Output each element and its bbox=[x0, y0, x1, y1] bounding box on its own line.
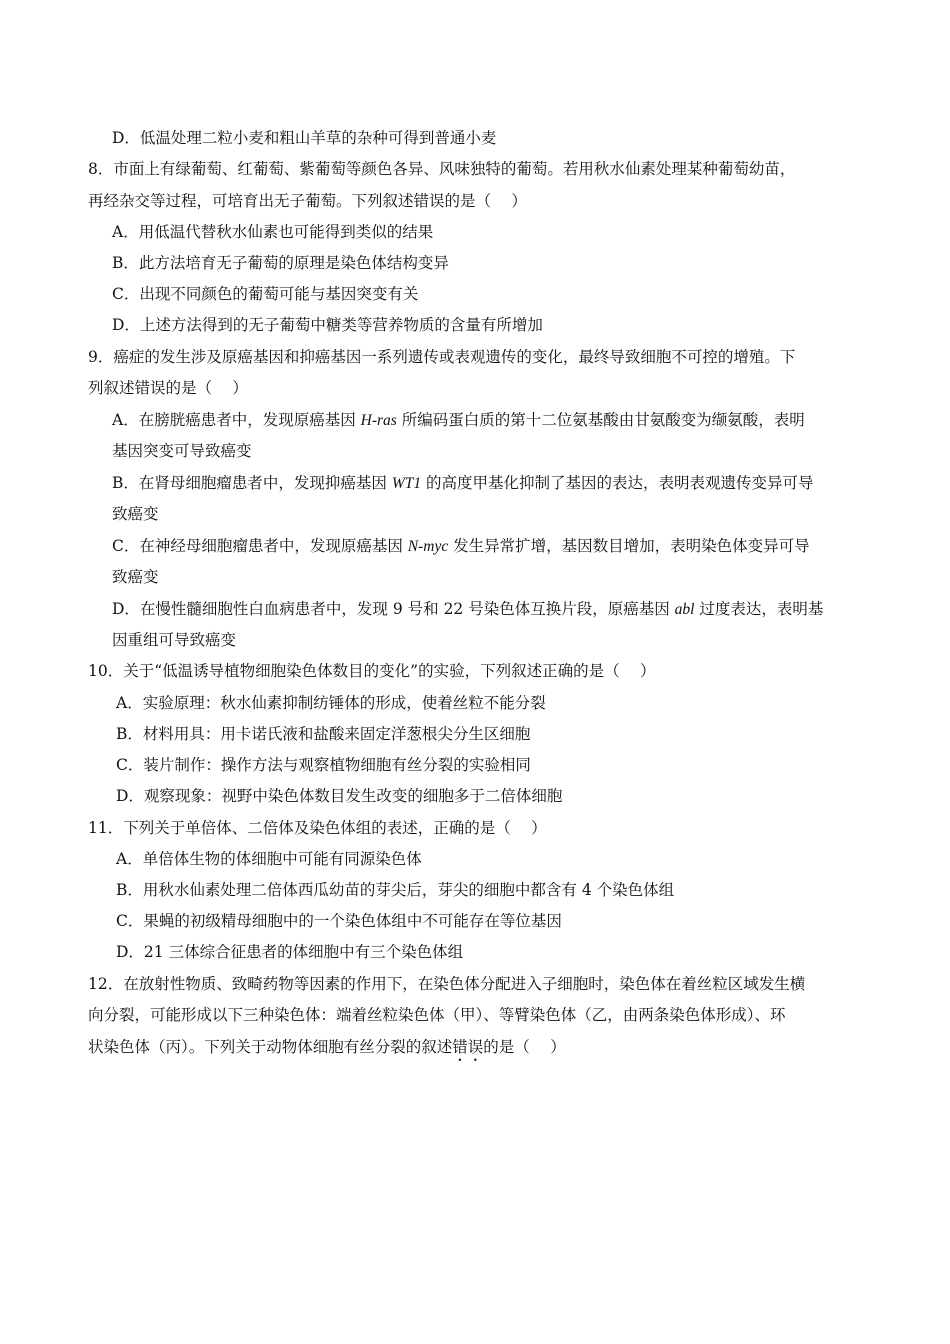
q8-option-c: C．出现不同颜色的葡萄可能与基因突变有关 bbox=[112, 285, 419, 303]
q9-option-b-gene: WT1 bbox=[391, 475, 422, 492]
q8-stem-line-2: 再经杂交等过程，可培育出无子葡萄。下列叙述错误的是（ ） bbox=[88, 192, 527, 210]
q11-option-a: A．单倍体生物的体细胞中可能有同源染色体 bbox=[116, 850, 422, 868]
q10-option-a: A．实验原理：秋水仙素抑制纺锤体的形成，使着丝粒不能分裂 bbox=[116, 694, 546, 712]
q12-stem-line-2: 向分裂，可能形成以下三种染色体：端着丝粒染色体（甲）、等臂染色体（乙，由两条染色体形成）、环 bbox=[88, 1006, 786, 1024]
q12-stem-line-3 bbox=[88, 1037, 566, 1065]
q9-option-d-gene: abl bbox=[674, 601, 695, 618]
q12-emphasis-word: 错误 bbox=[452, 1038, 484, 1056]
q11-stem: 11．下列关于单倍体、二倍体及染色体组的表述，正确的是（ ） bbox=[88, 819, 547, 837]
q9-option-a bbox=[112, 410, 805, 431]
q9-option-d bbox=[112, 599, 823, 620]
q9-option-d-text-2: 过度表达，表明基 bbox=[694, 600, 824, 618]
q9-stem-line-2: 列叙述错误的是（ ） bbox=[88, 379, 248, 397]
q8-stem-line-1: 8．市面上有绿葡萄、红葡萄、紫葡萄等颜色各异、风味独特的葡萄。若用秋水仙素处理某种葡萄幼苗， bbox=[88, 160, 796, 178]
q9-option-a-continued: 基因突变可导致癌变 bbox=[112, 442, 252, 460]
q10-option-c: C．装片制作：操作方法与观察植物细胞有丝分裂的实验相同 bbox=[116, 756, 531, 774]
q9-option-d-continued: 因重组可导致癌变 bbox=[112, 631, 237, 649]
q8-option-b: B．此方法培育无子葡萄的原理是染色体结构变异 bbox=[112, 254, 449, 272]
q9-option-b-continued: 致癌变 bbox=[112, 505, 159, 523]
q11-option-c: C．果蝇的初级精母细胞中的一个染色体组中不可能存在等位基因 bbox=[116, 912, 562, 930]
q9-option-c-gene: N-myc bbox=[407, 538, 449, 555]
q10-option-d: D．观察现象：视野中染色体数目发生改变的细胞多于二倍体细胞 bbox=[116, 787, 563, 805]
q9-option-c-text-1: C．在神经母细胞瘤患者中，发现原癌基因 bbox=[112, 537, 408, 555]
q9-stem-line-1: 9．癌症的发生涉及原癌基因和抑癌基因一系列遗传或表观遗传的变化，最终导致细胞不可控的增殖。下 bbox=[88, 348, 796, 366]
q12-stem-line-1: 12．在放射性物质、致畸药物等因素的作用下，在染色体分配进入子细胞时，染色体在着丝粒区域发生横 bbox=[88, 975, 806, 993]
q10-stem: 10．关于“低温诱导植物细胞染色体数目的变化”的实验，下列叙述正确的是（ ） bbox=[88, 662, 656, 680]
q7-option-d: D．低温处理二粒小麦和粗山羊草的杂种可得到普通小麦 bbox=[112, 129, 497, 147]
q9-option-a-text-2: 所编码蛋白质的第十二位氨基酸由甘氨酸变为缬氨酸，表明 bbox=[396, 411, 805, 429]
q9-option-a-text-1: A．在膀胱癌患者中，发现原癌基因 bbox=[112, 411, 361, 429]
q8-option-d: D．上述方法得到的无子葡萄中糖类等营养物质的含量有所增加 bbox=[112, 316, 543, 334]
q9-option-a-gene: H-ras bbox=[360, 412, 397, 429]
q8-option-a: A．用低温代替秋水仙素也可能得到类似的结果 bbox=[112, 223, 434, 241]
q12-stem-text-1: 状染色体（丙）。下列关于动物体细胞有丝分裂的叙述 bbox=[88, 1038, 453, 1056]
q9-option-b-text-1: B．在肾母细胞瘤患者中，发现抑癌基因 bbox=[112, 474, 392, 492]
q9-option-c-text-2: 发生异常扩增，基因数目增加，表明染色体变异可导 bbox=[448, 537, 810, 555]
q9-option-c-continued: 致癌变 bbox=[112, 568, 159, 586]
q11-option-d: D．21 三体综合征患者的体细胞中有三个染色体组 bbox=[116, 943, 464, 961]
q9-option-c bbox=[112, 536, 810, 557]
q11-option-b: B．用秋水仙素处理二倍体西瓜幼苗的芽尖后，芽尖的细胞中都含有 4 个染色体组 bbox=[116, 881, 675, 899]
q9-option-d-text-1: D．在慢性髓细胞性白血病患者中，发现 9 号和 22 号染色体互换片段，原癌基因 bbox=[112, 600, 675, 618]
q10-option-b: B．材料用具：用卡诺氏液和盐酸来固定洋葱根尖分生区细胞 bbox=[116, 725, 531, 743]
q9-option-b bbox=[112, 473, 814, 494]
q12-stem-text-2: 的是（ ） bbox=[483, 1038, 566, 1056]
q9-option-b-text-2: 的高度甲基化抑制了基因的表达，表明表观遗传变异可导 bbox=[421, 474, 814, 492]
